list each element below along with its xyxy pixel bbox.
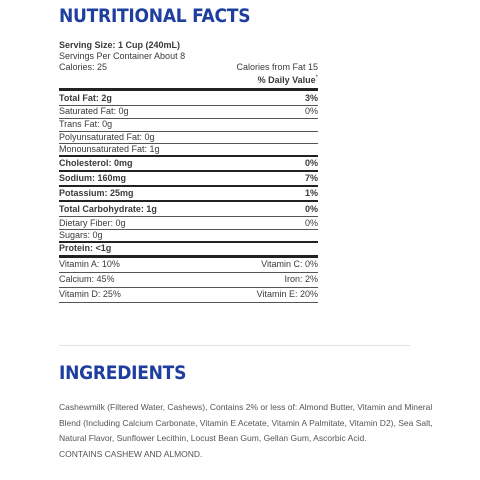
nutrient-value: 1% [304,188,318,199]
nutrient-value: 0% [304,106,318,117]
vitamin-label-right: Iron: 2% [284,274,318,285]
daily-value-footnote-mark: * [315,75,318,81]
vitamin-label-left: Vitamin D: 25% [59,289,121,300]
nutrient-value: 0% [304,203,318,214]
nutrient-label: Sodium: 160mg [59,173,127,184]
nutrient-row-dietary-fiber [59,217,318,230]
vitamin-row [59,288,318,303]
servings-per-container: Servings Per Container About 8 [59,51,186,61]
vitamin-label-right: Vitamin E: 20% [256,289,318,300]
nutrient-row-total-carbohydrate [59,202,318,217]
nutrient-row-cholesterol [59,157,318,172]
nutrient-row-trans-fat [59,119,318,132]
nutrient-value: 0% [304,158,318,169]
nutrient-row-protein [59,243,318,258]
nutrient-label: Total Carbohydrate: 1g [59,203,157,214]
nutrition-facts-panel [59,40,318,303]
nutrient-value: 7% [304,173,318,184]
calories-from-fat: Calories from Fat 15 [236,62,318,72]
nutrient-label: Monounsaturated Fat: 1g [59,144,160,155]
nutrition-facts-heading: NUTRITIONAL FACTS [59,5,251,27]
nutrient-label: Total Fat: 2g [59,92,112,103]
nutrient-row-sugars [59,230,318,243]
nutrient-label: Trans Fat: 0g [59,119,113,130]
nutrient-label: Sugars: 0g [59,229,103,240]
vitamin-label-left: Vitamin A: 10% [59,259,120,270]
nutrient-value: 3% [304,92,318,103]
nutrient-row-sodium [59,172,318,187]
nutrient-row-monounsaturated-fat [59,144,318,157]
calories: Calories: 25 [59,62,108,72]
nutrient-label: Dietary Fiber: 0g [59,217,126,228]
nutrient-label: Polyunsaturated Fat: 0g [59,131,155,142]
vitamin-label-right: Vitamin C: 0% [261,259,318,270]
ingredients-block [59,400,434,462]
daily-value-header: % Daily Value* [59,73,318,91]
ingredients-text: Cashewmilk (Filtered Water, Cashews), Contains 2% or less of: Almond Butter, Vitamin and Mineral Blend (Including Calcium Carbonate, Vitamin E Acetate, Vitamin A Palmitate, Vitamin D2), Sea Salt, Natural Flavor, Sunflower Lecithin, Locust Bean Gum, Gellan Gum, Ascorbic Acid. [59,402,433,443]
nutrient-value: 0% [304,217,318,228]
nutrient-label: Saturated Fat: 0g [59,106,129,117]
nutrient-row-saturated-fat [59,106,318,119]
vitamin-row [59,258,318,273]
nutrient-label: Potassium: 25mg [59,188,134,199]
nutrient-row-polyunsaturated-fat [59,132,318,145]
vitamin-label-left: Calcium: 45% [59,274,115,285]
section-divider [59,345,410,346]
ingredients-heading: INGREDIENTS [59,362,187,384]
serving-size: Serving Size: 1 Cup (240mL) [59,40,181,50]
allergen-statement: CONTAINS CASHEW AND ALMOND. [59,448,203,459]
vitamin-row [59,273,318,288]
nutrient-row-total-fat [59,91,318,106]
nutrient-label: Protein: <1g [59,243,112,254]
calories-row [59,62,318,73]
nutrient-label: Cholesterol: 0mg [59,158,133,169]
nutrient-row-potassium [59,187,318,202]
